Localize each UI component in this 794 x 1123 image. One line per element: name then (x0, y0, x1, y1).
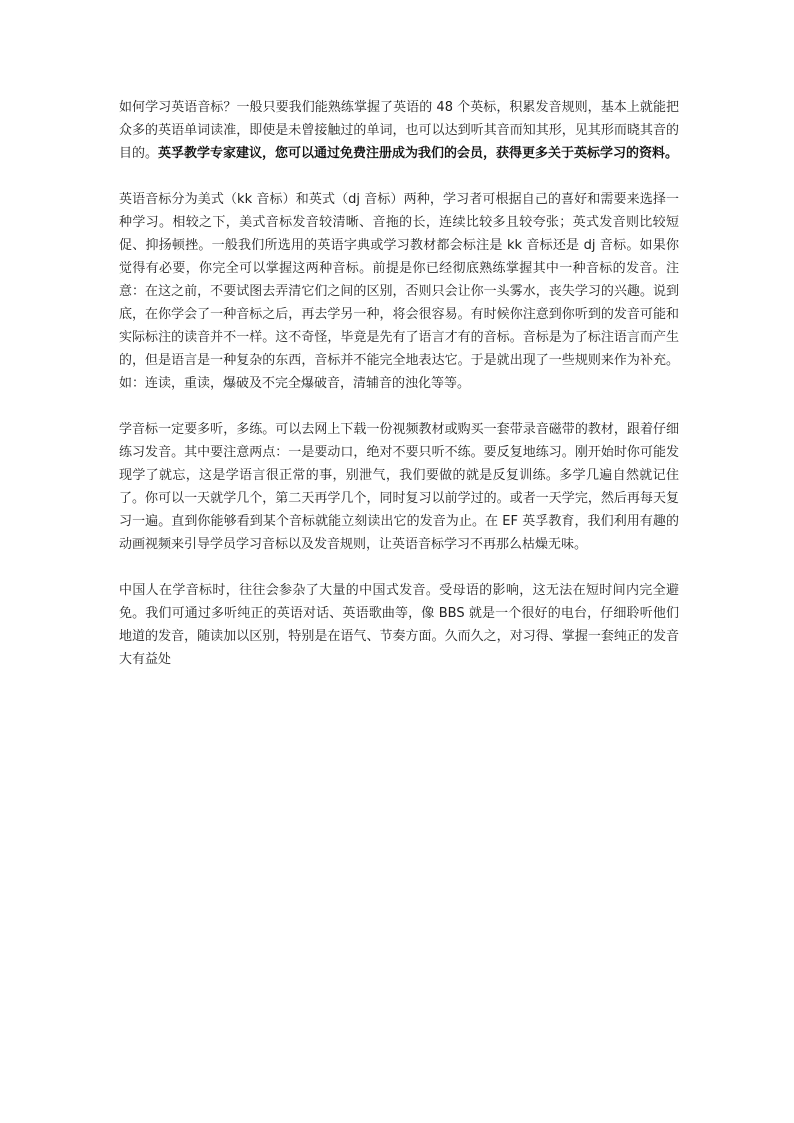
paragraph-intro (119, 96, 679, 165)
document-body (119, 96, 679, 694)
paragraph-practice: 学音标一定要多听，多练。可以去网上下载一份视频教材或购买一套带录音磁带的教材，跟着仔细练习发音。其中要注意两点：一是要动口，绝对不要只听不练。要反复地练习。刚开始时你可能发现学了就忘，这是学语言很正常的事，别泄气，我们要做的就是反复训练。多学几遍自然就记住了。你可以一天就学几个，第二天再学几个，同时复习以前学过的。或者一天学完，然后再每天复习一遍。直到你能够看到某个音标就能立刻读出它的发音为止。在 EF 英孚教育，我们利用有趣的动画视频来引导学员学习音标以及发音规则，让英语音标学习不再那么枯燥无味。 (119, 422, 679, 552)
paragraph-intro-text: 如何学习英语音标？一般只要我们能熟练掌握了英语的 48 个英标，积累发音规则，基本上就能把众多的英语单词读准，即使是未曾接触过的单词，也可以达到听其音而知其形，见其形而晓其音的目的。 (119, 100, 679, 161)
paragraph-chinese-learners: 中国人在学音标时，往往会参杂了大量的中国式发音。受母语的影响，这无法在短时间内完全避免。我们可通过多听纯正的英语对话、英语歌曲等，像 BBS 就是一个很好的电台，仔细聆听他们地道的发音，随读加以区别，特别是在语气、节奏方面。久而久之，对习得、掌握一套纯正的发音大有益处 (119, 583, 679, 667)
paragraph-phonetic-types: 英语音标分为美式（kk 音标）和英式（dj 音标）两种，学习者可根据自己的喜好和需要来选择一种学习。相较之下，美式音标发音较清晰、音拖的长，连续比较多且较夸张；英式发音则比较短促、抑扬顿挫。一般我们所选用的英语字典或学习教材都会标注是 kk 音标还是 dj 音标。如果你觉得有必要，你完全可以掌握这两种音标。前提是你已经彻底熟练掌握其中一种音标的发音。注意：在这之前，不要试图去弄清它们之间的区别，否则只会让你一头雾水，丧失学习的兴趣。说到底，在你学会了一种音标之后，再去学另一种，将会很容易。有时候你注意到你听到的发音可能和实际标注的读音并不一样。这不奇怪，毕竟是先有了语言才有的音标。音标是为了标注语言而产生的，但是语言是一种复杂的东西，音标并不能完全地表达它。于是就出现了一些规则来作为补充。如：连读，重读，爆破及不完全爆破音，清辅音的浊化等等。 (119, 192, 679, 391)
paragraph-intro-recommendation: 英孚教学专家建议，您可以通过免费注册成为我们的会员，获得更多关于英标学习的资料。 (158, 146, 679, 161)
